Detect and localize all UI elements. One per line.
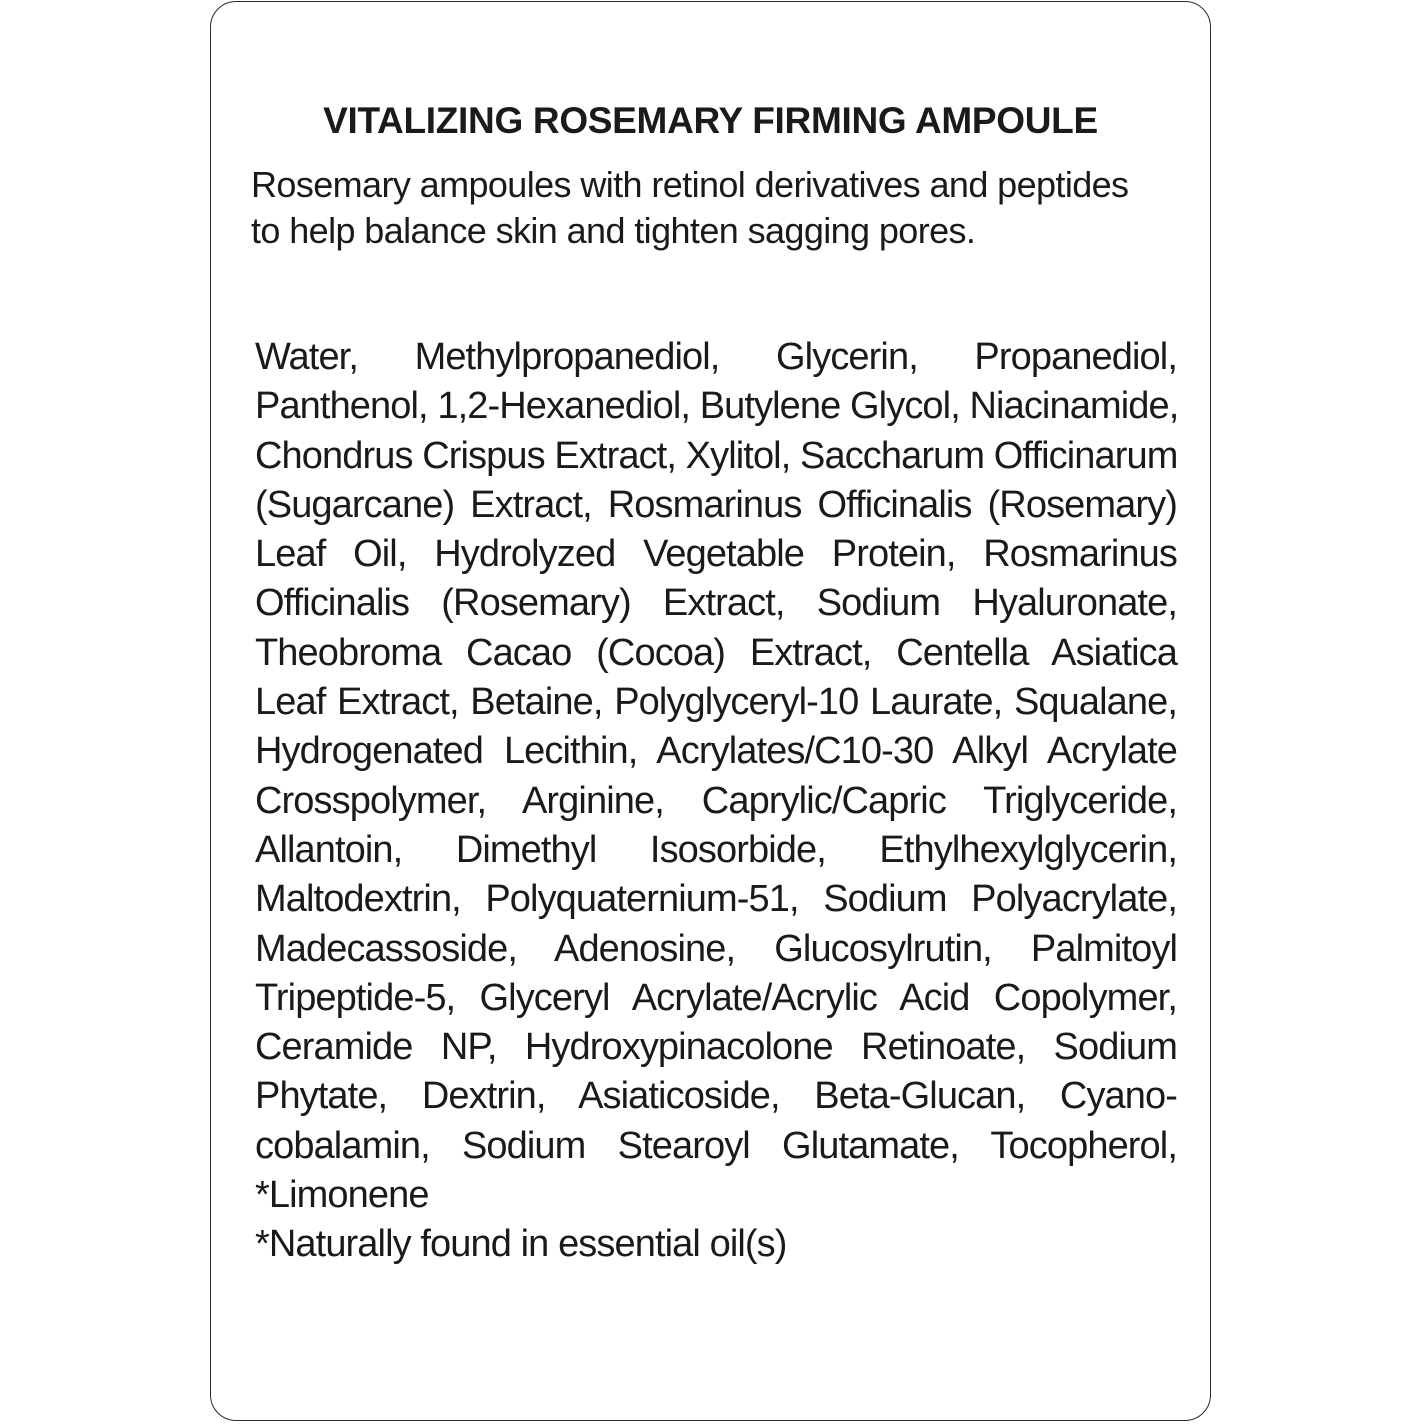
ingredient-line: *Limonene bbox=[255, 1174, 429, 1217]
ingredient-line: Chondrus Crispus Extract, Xylitol, Saccharum Officinarum bbox=[255, 434, 1178, 477]
ingredient-line: Phytate, Dextrin, Asiaticoside, Beta-Glucan, Cyano- bbox=[255, 1075, 1177, 1118]
description-line: to help balance skin and tighten sagging pores. bbox=[251, 210, 976, 251]
ingredient-line: Madecassoside, Adenosine, Glucosylrutin, Palmitoyl bbox=[255, 927, 1177, 970]
ingredient-line: (Sugarcane) Extract, Rosmarinus Officinalis (Rosemary) bbox=[255, 483, 1177, 526]
ingredient-line: Panthenol, 1,2-Hexanediol, Butylene Glycol, Niacinamide, bbox=[255, 385, 1179, 428]
ingredient-line: Leaf Oil, Hydrolyzed Vegetable Protein, Rosmarinus bbox=[255, 533, 1177, 576]
ingredient-line: Theobroma Cacao (Cocoa) Extract, Centella Asiatica bbox=[255, 631, 1177, 674]
ingredient-list bbox=[255, 333, 1177, 1270]
ingredient-line: Hydrogenated Lecithin, Acrylates/C10-30 Alkyl Acrylate bbox=[255, 730, 1177, 773]
ingredient-line: Tripeptide-5, Glyceryl Acrylate/Acrylic Acid Copolymer, bbox=[255, 976, 1177, 1019]
ingredient-line: Ceramide NP, Hydroxypinacolone Retinoate, Sodium bbox=[255, 1026, 1177, 1069]
ingredient-line: cobalamin, Sodium Stearoyl Glutamate, Tocopherol, bbox=[255, 1124, 1177, 1167]
description-line: Rosemary ampoules with retinol derivatives and peptides bbox=[251, 164, 1129, 205]
ingredient-line: Leaf Extract, Betaine, Polyglyceryl-10 Laurate, Squalane, bbox=[255, 681, 1177, 724]
ingredient-line: Water, Methylpropanediol, Glycerin, Propanediol, bbox=[255, 336, 1177, 378]
product-description bbox=[251, 162, 1173, 254]
ingredient-line: Maltodextrin, Polyquaternium-51, Sodium Polyacrylate, bbox=[255, 878, 1177, 921]
ingredient-line: Officinalis (Rosemary) Extract, Sodium Hyaluronate, bbox=[255, 582, 1177, 625]
ingredient-line: Allantoin, Dimethyl Isosorbide, Ethylhexylglycerin, bbox=[255, 828, 1177, 871]
product-title: VITALIZING ROSEMARY FIRMING AMPOULE bbox=[323, 100, 1098, 141]
ingredient-label-card bbox=[210, 1, 1211, 1421]
ingredient-line: Crosspolymer, Arginine, Caprylic/Capric Triglyceride, bbox=[255, 779, 1177, 822]
ingredient-footnote: *Naturally found in essential oil(s) bbox=[255, 1223, 787, 1266]
